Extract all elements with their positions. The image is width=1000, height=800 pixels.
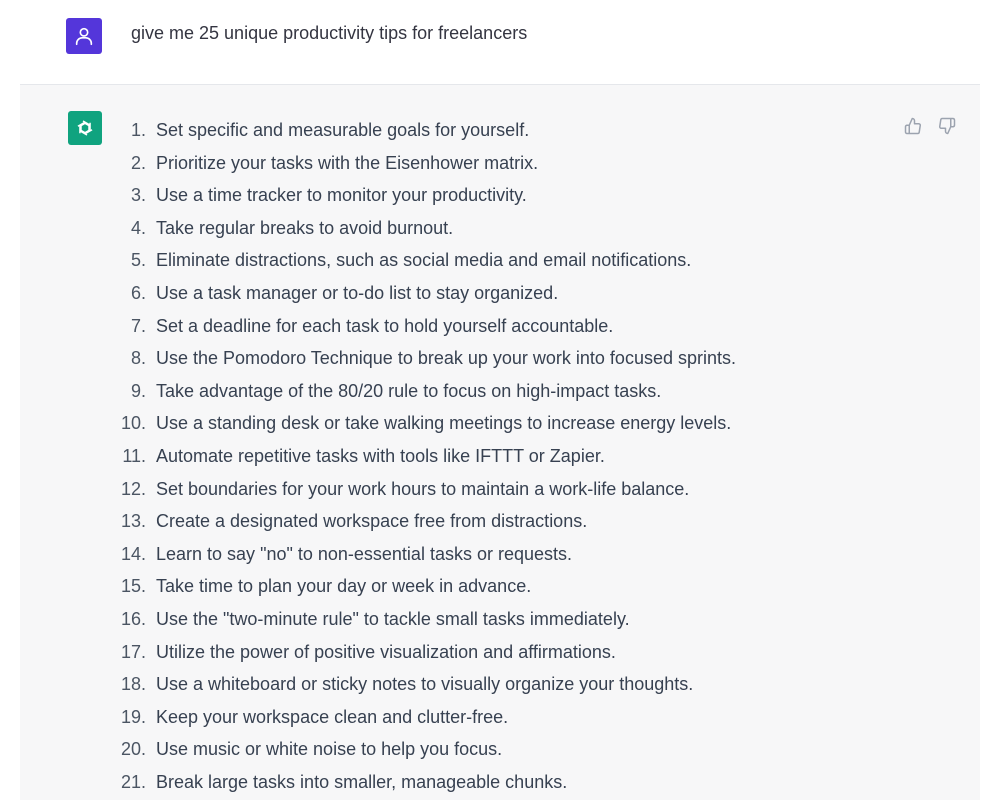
list-item-number: 21. — [120, 771, 146, 792]
list-item-number: 17. — [120, 641, 146, 662]
list-item-text: Break large tasks into smaller, manageable chunks. — [156, 771, 568, 792]
list-item-text: Use a task manager or to-do list to stay organized. — [156, 282, 559, 303]
list-item-text: Eliminate distractions, such as social media and email notifications. — [156, 250, 692, 271]
list-item-text: Use the "two-minute rule" to tackle small tasks immediately. — [156, 608, 630, 629]
list-item-number: 3. — [130, 185, 146, 206]
thumbs-down-button[interactable] — [936, 115, 958, 137]
list-item-number: 20. — [120, 739, 146, 760]
list-item-number: 9. — [130, 380, 146, 401]
feedback-controls — [902, 115, 958, 137]
list-item-number: 16. — [120, 608, 146, 629]
list-item-text: Automate repetitive tasks with tools like IFTTT or Zapier. — [156, 445, 605, 466]
list-item-text: Take advantage of the 80/20 rule to focus on high-impact tasks. — [156, 380, 662, 401]
list-item-text: Learn to say "no" to non-essential tasks or requests. — [156, 543, 573, 564]
list-item-number: 8. — [130, 348, 146, 369]
list-item-number: 1. — [130, 120, 146, 140]
list-item-number: 14. — [120, 543, 146, 564]
thumbs-down-icon — [938, 117, 956, 135]
list-item-number: 15. — [120, 576, 146, 597]
list-item-text: Use music or white noise to help you focus. — [156, 739, 503, 760]
list-item-text: Set boundaries for your work hours to maintain a work-life balance. — [156, 478, 690, 499]
list-item-text: Use a standing desk or take walking meetings to increase energy levels. — [156, 413, 732, 434]
user-prompt-text: give me 25 unique productivity tips for freelancers — [131, 23, 528, 43]
list-item-number: 18. — [120, 674, 146, 695]
list-item-text: Take regular breaks to avoid burnout. — [156, 217, 454, 238]
list-item-text: Set specific and measurable goals for yourself. — [156, 120, 530, 140]
list-item-number: 12. — [120, 478, 146, 499]
thumbs-up-icon — [904, 117, 922, 135]
list-item-number: 13. — [120, 511, 146, 532]
list-item-number: 19. — [120, 706, 146, 727]
list-item-text: Create a designated workspace free from distractions. — [156, 511, 588, 532]
user-avatar — [66, 18, 102, 54]
assistant-message-row — [20, 85, 980, 800]
user-icon — [73, 25, 95, 47]
list-item-text: Prioritize your tasks with the Eisenhower matrix. — [156, 152, 539, 173]
list-item-text: Take time to plan your day or week in advance. — [156, 576, 532, 597]
user-message-row — [20, 0, 980, 85]
list-item-number: 2. — [130, 152, 146, 173]
list-item-text: Utilize the power of positive visualization and affirmations. — [156, 641, 616, 662]
thumbs-up-button[interactable] — [902, 115, 924, 137]
list-item-number: 4. — [130, 217, 146, 238]
list-item-text: Use the Pomodoro Technique to break up your work into focused sprints. — [156, 348, 736, 369]
list-item-text: Set a deadline for each task to hold yourself accountable. — [156, 315, 614, 336]
list-item-number: 11. — [122, 445, 146, 466]
list-item-number: 5. — [130, 250, 146, 271]
list-item-text: Use a whiteboard or sticky notes to visually organize your thoughts. — [156, 674, 694, 695]
list-item-text: Use a time tracker to monitor your productivity. — [156, 185, 527, 206]
list-item-number: 6. — [130, 282, 146, 303]
list-item-number: 10. — [120, 413, 146, 434]
list-item-number: 7. — [130, 315, 146, 336]
list-item-text: Keep your workspace clean and clutter-free. — [156, 706, 509, 727]
